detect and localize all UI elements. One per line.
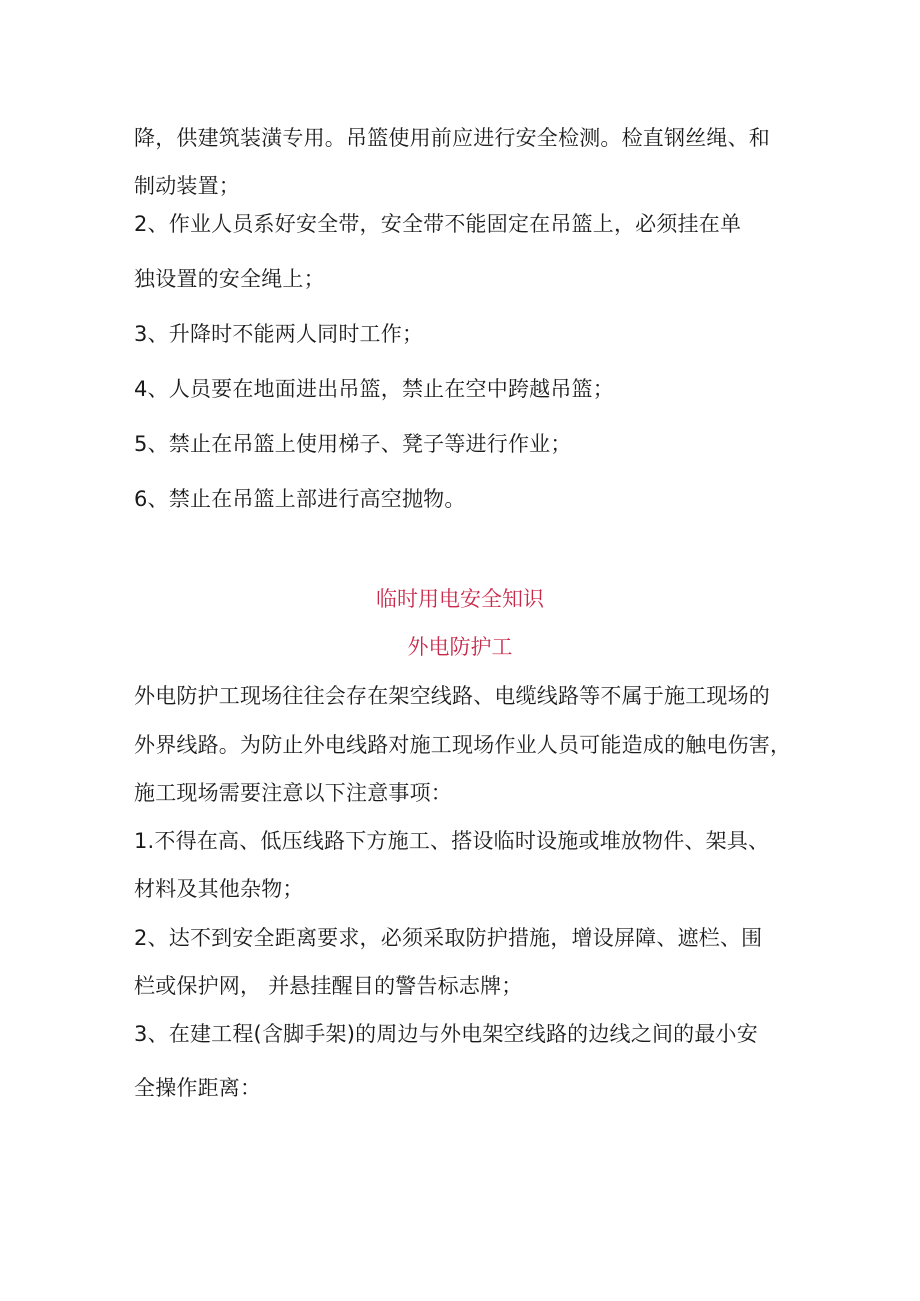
paragraph-line: 外界线路。为防止外电线路对施工现场作业人员可能造成的触电伤害， bbox=[134, 733, 792, 757]
paragraph-line: 降，供建筑装潢专用。吊篮使用前应进行安全检测。检直钢丝绳、和 bbox=[134, 126, 770, 150]
section-subtitle: 外电防护工 bbox=[407, 635, 513, 659]
list-item: 4、人员要在地面进出吊篮，禁止在空中跨越吊篮； bbox=[134, 377, 614, 401]
paragraph-line: 栏或保护网， 并悬挂醒目的警告标志牌； bbox=[134, 974, 523, 998]
paragraph-line: 全操作距离： bbox=[134, 1076, 262, 1100]
list-item: 6、禁止在吊篮上部进行高空抛物。 bbox=[134, 487, 466, 511]
paragraph-line: 独设置的安全绳上； bbox=[134, 267, 325, 291]
list-item: 2、作业人员系好安全带，安全带不能固定在吊篮上，必须挂在单 bbox=[134, 212, 742, 236]
section-title: 临时用电安全知识 bbox=[376, 587, 544, 611]
paragraph-line: 制动装置； bbox=[134, 174, 240, 198]
list-item: 1.不得在高、低压线路下方施工、搭设临时设施或堆放物件、架具、 bbox=[134, 829, 770, 853]
list-item: 3、升降时不能两人同时工作； bbox=[134, 322, 424, 346]
list-item: 2、达不到安全距离要求，必须采取防护措施，增设屏障、遮栏、围 bbox=[134, 926, 763, 950]
list-item: 3、在建工程(含脚手架)的周边与外电架空线路的边线之间的最小安 bbox=[134, 1022, 758, 1046]
paragraph-line: 外电防护工现场往往会存在架空线路、电缆线路等不属于施工现场的 bbox=[134, 684, 770, 708]
paragraph-line: 施工现场需要注意以下注意事项： bbox=[134, 781, 452, 805]
list-item: 5、禁止在吊篮上使用梯子、凳子等进行作业； bbox=[134, 432, 572, 456]
paragraph-line: 材料及其他杂物； bbox=[134, 877, 304, 901]
